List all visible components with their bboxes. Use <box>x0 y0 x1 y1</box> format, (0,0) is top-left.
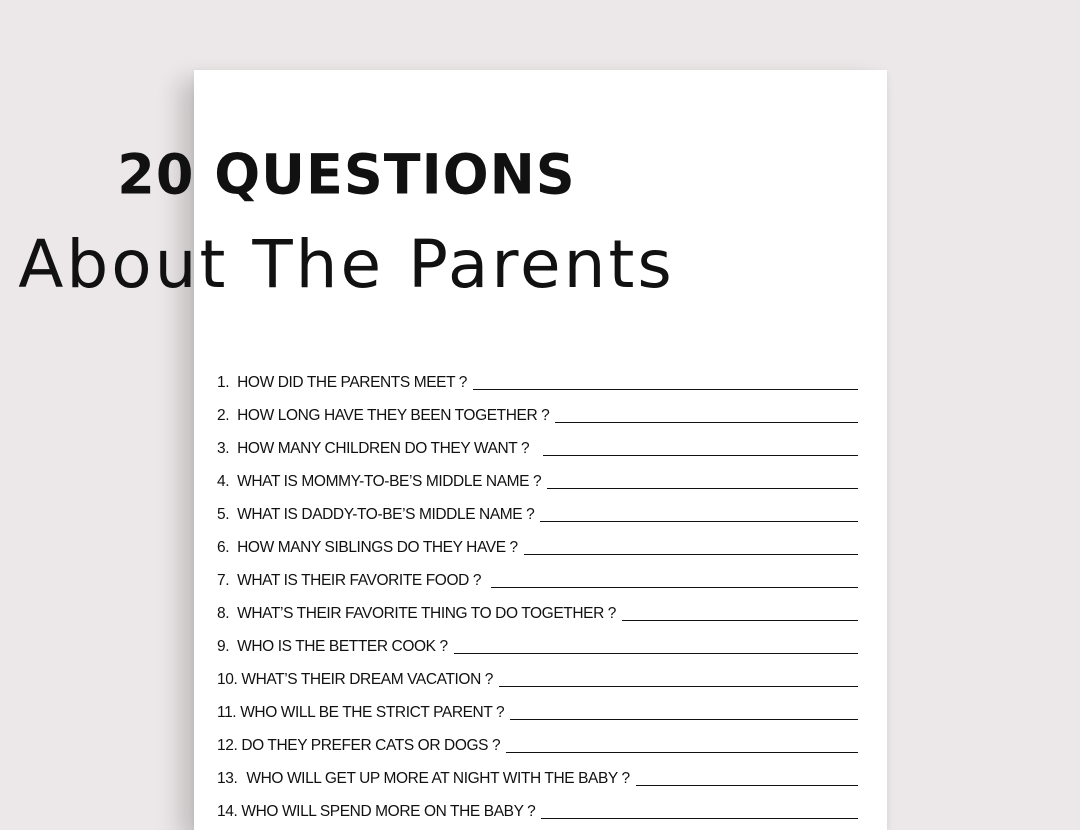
question-text: HOW DID THE PARENTS MEET ? <box>237 374 468 391</box>
answer-line[interactable] <box>524 554 858 555</box>
question-number: 7. <box>217 572 230 589</box>
question-text: WHO WILL BE THE STRICT PARENT ? <box>240 704 505 721</box>
question-text: HOW MANY CHILDREN DO THEY WANT ? <box>237 440 530 457</box>
answer-line[interactable] <box>543 455 858 456</box>
question-number: 5. <box>217 506 230 523</box>
question-text: WHAT IS THEIR FAVORITE FOOD ? <box>237 572 482 589</box>
question-row <box>217 789 858 822</box>
question-text: WHO WILL GET UP MORE AT NIGHT WITH THE BABY ? <box>246 770 630 787</box>
question-text: WHAT’S THEIR FAVORITE THING TO DO TOGETHER ? <box>237 605 616 622</box>
answer-line[interactable] <box>636 785 858 786</box>
question-number: 10. <box>217 671 238 688</box>
answer-line[interactable] <box>622 620 858 621</box>
question-row <box>217 657 858 690</box>
question-row <box>217 426 858 459</box>
question-number: 6. <box>217 539 230 556</box>
question-text: WHAT’S THEIR DREAM VACATION ? <box>241 671 493 688</box>
question-number: 12. <box>217 737 238 754</box>
question-number: 2. <box>217 407 230 424</box>
worksheet-title: 20 QUESTIONS <box>117 142 576 207</box>
question-number: 11. <box>217 704 237 721</box>
question-row <box>217 591 858 624</box>
answer-line[interactable] <box>473 389 858 390</box>
question-number: 1. <box>217 374 230 391</box>
question-text: HOW LONG HAVE THEY BEEN TOGETHER ? <box>237 407 550 424</box>
question-row <box>217 360 858 393</box>
answer-line[interactable] <box>510 719 858 720</box>
question-number: 8. <box>217 605 230 622</box>
question-row <box>217 459 858 492</box>
question-number: 4. <box>217 473 230 490</box>
answer-line[interactable] <box>454 653 858 654</box>
answer-line[interactable] <box>491 587 858 588</box>
answer-line[interactable] <box>555 422 858 423</box>
question-list <box>217 360 858 822</box>
question-number: 9. <box>217 638 230 655</box>
question-row <box>217 756 858 789</box>
answer-line[interactable] <box>547 488 858 489</box>
question-text: WHO IS THE BETTER COOK ? <box>237 638 448 655</box>
question-row <box>217 558 858 591</box>
answer-line[interactable] <box>541 818 858 819</box>
question-row <box>217 690 858 723</box>
answer-line[interactable] <box>506 752 858 753</box>
question-text: WHO WILL SPEND MORE ON THE BABY ? <box>241 803 536 820</box>
question-row <box>217 525 858 558</box>
question-row <box>217 492 858 525</box>
question-text: DO THEY PREFER CATS OR DOGS ? <box>241 737 501 754</box>
answer-line[interactable] <box>540 521 858 522</box>
answer-line[interactable] <box>499 686 858 687</box>
question-text: HOW MANY SIBLINGS DO THEY HAVE ? <box>237 539 518 556</box>
question-number: 14. <box>217 803 238 820</box>
worksheet-subtitle: About The Parents <box>18 226 675 303</box>
question-text: WHAT IS DADDY-TO-BE’S MIDDLE NAME ? <box>237 506 535 523</box>
question-number: 3. <box>217 440 230 457</box>
question-row <box>217 723 858 756</box>
question-row <box>217 393 858 426</box>
question-row <box>217 624 858 657</box>
question-text: WHAT IS MOMMY-TO-BE’S MIDDLE NAME ? <box>237 473 542 490</box>
question-number: 13. <box>217 770 238 787</box>
